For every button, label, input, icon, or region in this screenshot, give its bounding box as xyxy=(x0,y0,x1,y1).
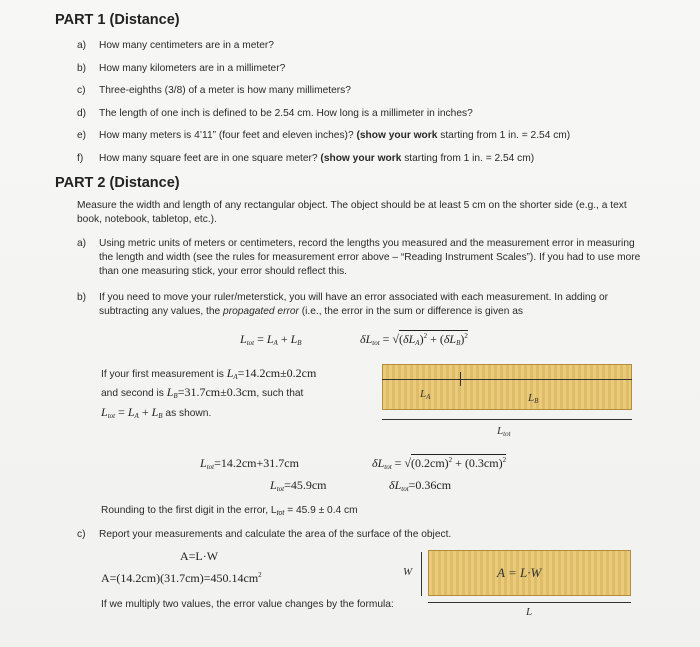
rounding-statement: Rounding to the first digit in the error, $L_{tot} = 45.9 \pm 0.4$ cm xyxy=(101,505,358,517)
example-line-1: If your first measurement is $L_A=14.2cm\pm 0.2cm$ xyxy=(101,366,317,381)
part1-title: PART 1 (Distance) xyxy=(55,12,180,28)
calc-line-2: $L_{tot}=45.9cm$ xyxy=(270,478,327,493)
length-arrow xyxy=(428,602,631,603)
error-calc-line-1: $\delta L_{tot} = √(0.2cm)^2 + (0.3cm)^2$ xyxy=(372,456,507,471)
question-c xyxy=(77,85,351,96)
b-italic: propagated error xyxy=(223,306,299,317)
question-a xyxy=(77,40,274,51)
question-e xyxy=(77,130,570,141)
part2-intro: Measure the width and length of any rectangular object. The object should be at least 5 cm on the shorter side (e.g., a text book, notebook, tabletop, etc.). xyxy=(77,200,627,225)
question-label: e) xyxy=(77,130,87,141)
multiply-text: If we multiply two values, the error value changes by the formula: xyxy=(101,599,394,610)
diagram-label-ltot: $L_{tot}$ xyxy=(497,425,511,438)
calc-line-1: $L_{tot}=14.2cm+31.7cm$ xyxy=(200,456,299,471)
part2-b-label: b) xyxy=(77,292,87,303)
part2-title: PART 2 (Distance) xyxy=(55,175,180,191)
part2-c-label: c) xyxy=(77,529,86,540)
question-f xyxy=(77,153,534,164)
area-calculation: $A=(14.2cm)(31.7cm)=450.14cm^2$ xyxy=(101,571,262,585)
area-label: A = L·W xyxy=(497,565,542,580)
b-text-2: (i.e., the error in the sum or difference is given as xyxy=(298,306,523,317)
ruler-joint-mark xyxy=(460,372,461,386)
question-text: The length of one inch is defined to be 2.54 cm. How long is a millimeter in inches? xyxy=(99,108,473,119)
part2-b-text xyxy=(99,291,644,319)
b-text-1: If you need to move your ruler/meterstick, you will have an error associated with each measurement. In adding or subtracting any values, the xyxy=(99,292,609,317)
measurement-line xyxy=(382,379,632,380)
example-line-3: $L_{tot} = L_A + L_B$ as shown. xyxy=(101,405,212,420)
question-text: How many kilometers are in a millimeter? xyxy=(99,63,286,74)
question-label: c) xyxy=(77,85,86,96)
width-arrow xyxy=(421,552,422,596)
diagram-label-lb: $L_B$ xyxy=(528,392,539,405)
question-text: Three-eighths (3/8) of a meter is how many millimeters? xyxy=(99,85,351,96)
part2-a-text: Using metric units of meters or centimeters, record the lengths you measured and the measurement error in measuring the length and width (see the rules for measurement error above – “Reading Instrument Scales”). If you had to use more than one measuring stick, your error should reflect this. xyxy=(99,238,641,277)
area-formula: A=L·W xyxy=(180,549,219,563)
ruler-board-diagram xyxy=(382,364,632,410)
total-length-arrow xyxy=(382,419,632,420)
question-tail: starting from 1 in. = 2.54 cm) xyxy=(437,130,571,141)
question-tail: starting from 1 in. = 2.54 cm) xyxy=(401,153,535,164)
question-text: How many square feet are in one square meter? xyxy=(99,153,321,164)
question-text: How many meters is 4’11” (four feet and eleven inches)? xyxy=(99,130,357,141)
error-sum-equation: $\delta L_{tot} = √(\delta L_A)^2 + (\delta L_B)^2$ xyxy=(360,332,468,347)
question-b xyxy=(77,63,285,74)
question-bold: (show your work xyxy=(320,153,402,164)
question-label: d) xyxy=(77,108,87,119)
question-label: a) xyxy=(77,40,87,51)
diagram-label-l: L xyxy=(526,606,533,618)
part2-a-label: a) xyxy=(77,238,87,249)
question-d xyxy=(77,108,473,119)
question-bold: (show your work xyxy=(356,130,438,141)
question-label: f) xyxy=(77,153,84,164)
error-calc-line-2: $\delta L_{tot}=0.36cm$ xyxy=(389,478,452,493)
question-label: b) xyxy=(77,63,87,74)
sum-equation: $L_{tot} = L_A + L_B$ xyxy=(240,332,302,347)
part2-c-text: Report your measurements and calculate the area of the surface of the object. xyxy=(99,529,452,540)
question-text: How many centimeters are in a meter? xyxy=(99,40,274,51)
example-line-2: and second is $L_B=31.7cm\pm 0.3cm$, such that xyxy=(101,385,304,400)
diagram-label-la: $L_A$ xyxy=(420,388,431,401)
diagram-label-w: W xyxy=(403,566,413,578)
